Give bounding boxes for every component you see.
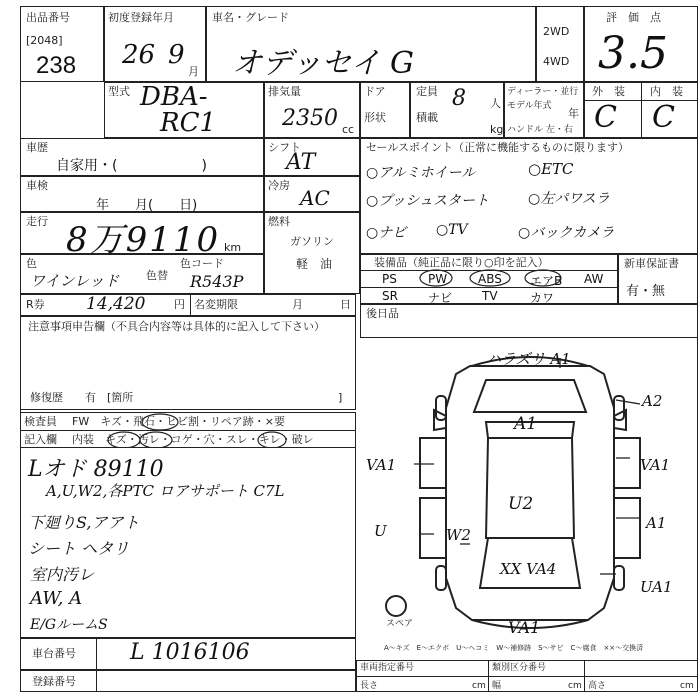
model-label: 型式 [108, 85, 130, 98]
recycle-box [20, 294, 356, 316]
first-reg-year: 26 [122, 40, 156, 70]
mark-ua1: UA1 [640, 578, 673, 596]
capacity-value: 8 [452, 86, 466, 111]
cm-unit-1: cm [472, 681, 486, 691]
exterior-grade: C [594, 100, 617, 135]
equip-ps: PS [382, 272, 397, 286]
inspection-label: 車検 [26, 179, 48, 192]
after-box [360, 304, 698, 338]
notes-label: 注意事項申告欄（不具合内容等は具体的に記入して下さい） [28, 320, 325, 333]
note-1: Lオド 89110 [28, 457, 164, 482]
color-code-label: 色コード [180, 257, 224, 270]
km-unit: km [224, 241, 242, 254]
cc-unit: cc [342, 123, 355, 136]
first-reg-label: 初度登録年月 [108, 11, 174, 24]
history-label: 車歴 [26, 141, 48, 154]
equip-aw: AW [584, 272, 604, 286]
diagram-legend: A～キズ E～エクボ U～ヘコミ W～補修跡 S～サビ C～腐食 ××～交換済 [384, 644, 644, 652]
sales-point-4: ○左パワスラ [528, 191, 610, 207]
color-swap-label: 色替 [146, 269, 168, 282]
year-unit: 年 [568, 107, 579, 120]
lot-sub: [2048] [26, 34, 63, 47]
note-3: 下廻りS,アアト [28, 513, 140, 532]
after-label: 後日品 [366, 307, 399, 320]
inspection-value: 年 月( 日) [96, 198, 198, 213]
sales-point-5: ○ナビ [366, 225, 407, 241]
mark-a1-right: A1 [646, 514, 667, 532]
equip-navi: ナビ [428, 291, 453, 305]
mileage-value: 8万9110 [66, 220, 221, 260]
spare-label: スペア [386, 619, 414, 629]
sales-point-1: ○アルミホイール [366, 165, 476, 181]
height-label: 高さ [588, 681, 607, 691]
dealer-label: ディーラー・並行 [507, 87, 579, 97]
chassis-label: 車台番号 [32, 647, 76, 660]
handle-label: ハンドル 左・右 [507, 125, 573, 135]
note-7: E/GルームS [30, 617, 108, 633]
lot-label: 出品番号 [26, 11, 70, 24]
fuel-gas: ガソリン [290, 235, 334, 248]
history-value: 自家用・( ) [56, 158, 207, 174]
model-code-2: RC1 [160, 108, 217, 138]
note-2: A,U,W2,各PTC ロアサポート C7L [46, 482, 285, 500]
color-value: ワインレッド [30, 272, 120, 290]
width-label: 幅 [492, 681, 502, 691]
first-reg-month-unit: 月 [188, 65, 199, 78]
sales-point-6: ○TV [436, 222, 468, 238]
mark-xx-va4: XX VA4 [500, 560, 557, 578]
note-5: 室内汚レ [30, 565, 95, 584]
drive-2wd: 2WD [543, 25, 570, 38]
mileage-label: 走行 [26, 215, 48, 228]
lot-number: 238 [36, 52, 77, 79]
inspect-items: FW キズ・飛石・ヒビ割・リペア跡・×要 [72, 415, 285, 428]
shift-value: AT [286, 150, 316, 175]
kg-unit: kg [490, 123, 504, 136]
sales-point-7: ○バックカメラ [518, 225, 615, 241]
inspect-label: 検査員 [24, 415, 57, 428]
car-name: オデッセイ G [232, 46, 415, 81]
shape-label: 形状 [364, 111, 386, 124]
equip-pw: PW [428, 272, 448, 286]
score-value: 3.5 [598, 28, 668, 79]
exterior-label: 外 装 [592, 85, 625, 98]
warranty-label: 新車保証書 [624, 257, 679, 270]
mark-va1-rear: VA1 [508, 618, 541, 637]
drive-4wd: 4WD [543, 55, 570, 68]
note-4: シート ヘタリ [28, 539, 130, 558]
first-reg-month: 9 [168, 40, 185, 70]
mark-va1-right: VA1 [640, 456, 671, 474]
drive-box [536, 6, 584, 82]
name-label: 車名・グレード [212, 11, 289, 24]
class-label: 類別区分番号 [492, 663, 547, 673]
day-unit: 日 [340, 298, 351, 311]
door-label: ドア [364, 85, 386, 98]
record-items: 内装 キズ・汚レ・コゲ・穴・スレ・キレ・破レ [72, 433, 314, 446]
displacement-value: 2350 [282, 106, 338, 131]
mark-w2: W2 [446, 526, 471, 544]
warranty-value: 有・無 [626, 284, 666, 299]
mark-va1-left: VA1 [366, 456, 397, 474]
mark-u-left: U [374, 522, 387, 540]
model-year-label: モデル年式 [507, 101, 552, 111]
fuel-diesel: 軽 油 [296, 257, 333, 271]
repair-bracket: ] [338, 391, 343, 404]
equip-abs: ABS [478, 272, 502, 286]
repair-label: 修復歴 有 [箇所 [30, 391, 134, 404]
type-label: 車両指定番号 [360, 663, 415, 673]
recycle-label: R券 [26, 298, 45, 311]
capacity-unit: 人 [490, 97, 501, 110]
cm-unit-3: cm [680, 681, 694, 691]
cm-unit-2: cm [568, 681, 582, 691]
shift-label: シフト [268, 141, 301, 154]
color-label: 色 [26, 257, 37, 270]
interior-label: 内 装 [650, 85, 683, 98]
mark-a2: A2 [642, 392, 663, 410]
sales-title: セールスポイント（正常に機能するものに限ります） [366, 141, 630, 154]
mark-u2: U2 [508, 494, 534, 514]
chassis-value: L 1016106 [130, 640, 250, 665]
ac-label: 冷房 [268, 179, 290, 192]
note-6: AW, A [30, 588, 83, 609]
color-code-value: R543P [190, 272, 244, 291]
interior-grade: C [652, 100, 675, 135]
record-label: 記入欄 [24, 433, 57, 446]
displacement-label: 排気量 [268, 85, 301, 98]
yen-unit: 円 [174, 298, 185, 311]
ac-value: AC [300, 186, 330, 210]
length-label: 長さ [360, 681, 379, 691]
score-label: 評 価 点 [606, 11, 661, 24]
model-code-1: DBA- [140, 82, 208, 112]
name-change-label: 名変期限 [194, 298, 238, 311]
month-unit: 月 [292, 298, 303, 311]
equip-sr: SR [382, 289, 398, 303]
mark-harazuri: ハラズリ A1 [486, 350, 571, 368]
fuel-label: 燃料 [268, 215, 290, 228]
reg-label: 登録番号 [32, 675, 76, 688]
load-label: 積載 [416, 111, 438, 124]
mark-a1-hood: A1 [514, 414, 538, 434]
inspector-circles [20, 412, 356, 448]
capacity-label: 定員 [416, 85, 438, 98]
equip-airbag: エアB [530, 274, 563, 288]
equip-leather: カワ [530, 291, 555, 305]
sales-point-3: ○プッシュスタート [366, 193, 489, 209]
equip-tv: TV [482, 289, 498, 303]
equip-circles [360, 254, 618, 304]
equip-title: 装備品（純正品に限り○印を記入） [374, 256, 549, 269]
recycle-value: 14,420 [86, 294, 146, 314]
sales-point-2: ○ETC [528, 160, 574, 178]
